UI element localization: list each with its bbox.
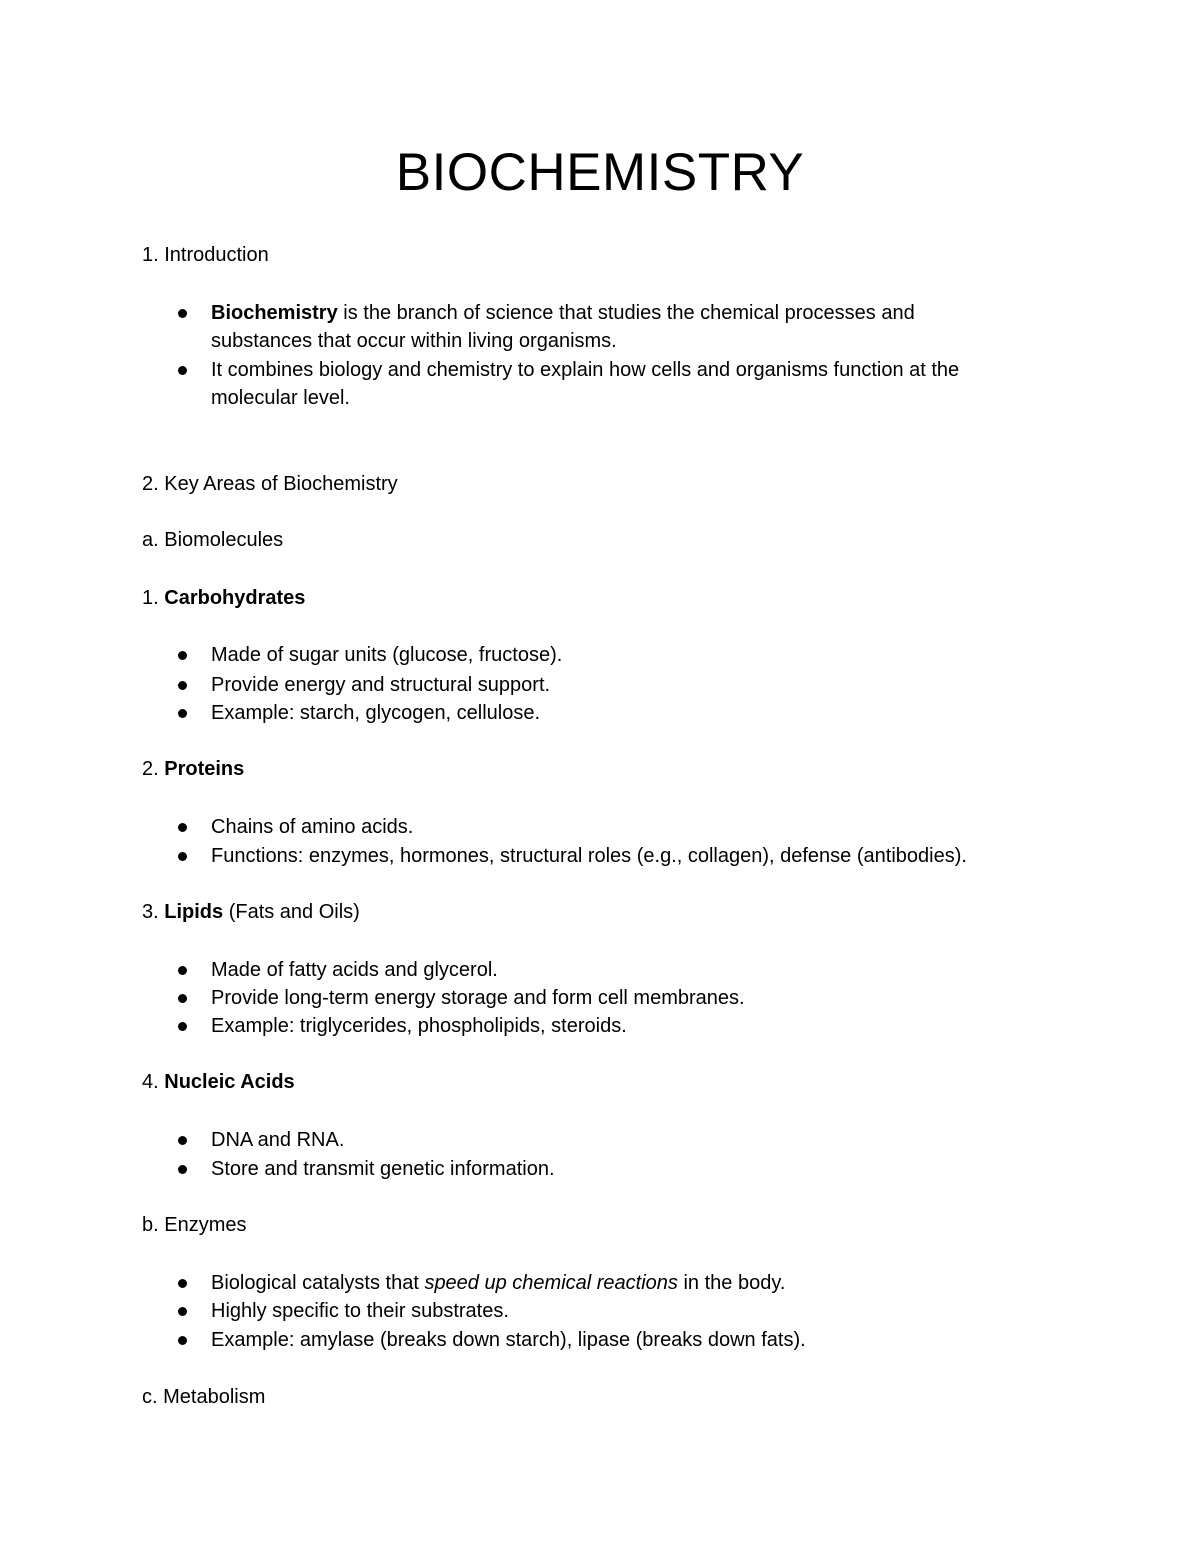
bullet-icon bbox=[178, 1136, 187, 1145]
list-item: Example: triglycerides, phospholipids, steroids. bbox=[211, 1015, 627, 1037]
list-item: It combines biology and chemistry to explain how cells and organisms function at the bbox=[211, 359, 960, 381]
subsection-heading-biomolecules: a. Biomolecules bbox=[142, 529, 284, 551]
list-item: DNA and RNA. bbox=[211, 1129, 345, 1151]
bullet-icon bbox=[178, 852, 187, 861]
bullet-icon bbox=[178, 1279, 187, 1288]
bullet-icon bbox=[178, 651, 187, 660]
list-item: Example: starch, glycogen, cellulose. bbox=[211, 702, 541, 724]
bullet-icon bbox=[178, 1336, 187, 1345]
list-item-continuation: molecular level. bbox=[211, 387, 350, 409]
bullet-icon bbox=[178, 681, 187, 690]
list-item-continuation: substances that occur within living organisms. bbox=[211, 330, 617, 352]
bullet-icon bbox=[178, 1022, 187, 1031]
list-item: Made of sugar units (glucose, fructose). bbox=[211, 644, 563, 666]
bullet-icon bbox=[178, 994, 187, 1003]
item-heading-nucleic-acids: 4. Nucleic Acids bbox=[142, 1071, 295, 1093]
bullet-icon bbox=[178, 709, 187, 718]
bold-term: Biochemistry bbox=[211, 302, 338, 324]
subsection-heading-enzymes: b. Enzymes bbox=[142, 1214, 247, 1236]
list-item: Made of fatty acids and glycerol. bbox=[211, 959, 498, 981]
item-heading-lipids: 3. Lipids (Fats and Oils) bbox=[142, 901, 360, 923]
item-heading-carbohydrates: 1. Carbohydrates bbox=[142, 587, 306, 609]
list-item: Provide long-term energy storage and form cell membranes. bbox=[211, 987, 745, 1009]
bullet-icon bbox=[178, 1307, 187, 1316]
item-heading-proteins: 2. Proteins bbox=[142, 758, 245, 780]
list-item: Chains of amino acids. bbox=[211, 816, 414, 838]
document-title: BIOCHEMISTRY bbox=[395, 143, 805, 202]
list-item: Functions: enzymes, hormones, structural roles (e.g., collagen), defense (antibodies). bbox=[211, 845, 967, 867]
bullet-icon bbox=[178, 366, 187, 375]
bullet-icon bbox=[178, 966, 187, 975]
list-item: Example: amylase (breaks down starch), lipase (breaks down fats). bbox=[211, 1329, 806, 1351]
list-item: Provide energy and structural support. bbox=[211, 674, 551, 696]
section-heading-introduction: 1. Introduction bbox=[142, 244, 269, 266]
list-item: Biochemistry is the branch of science that studies the chemical processes and bbox=[211, 302, 915, 324]
subsection-heading-metabolism: c. Metabolism bbox=[142, 1386, 266, 1408]
bullet-icon bbox=[178, 823, 187, 832]
emphasis-text: speed up chemical reactions bbox=[424, 1272, 678, 1294]
list-item: Biological catalysts that speed up chemical reactions in the body. bbox=[211, 1272, 786, 1294]
list-item: Store and transmit genetic information. bbox=[211, 1158, 555, 1180]
bullet-icon bbox=[178, 1165, 187, 1174]
bullet-icon bbox=[178, 309, 187, 318]
section-heading-key-areas: 2. Key Areas of Biochemistry bbox=[142, 473, 398, 495]
list-item: Highly specific to their substrates. bbox=[211, 1300, 509, 1322]
